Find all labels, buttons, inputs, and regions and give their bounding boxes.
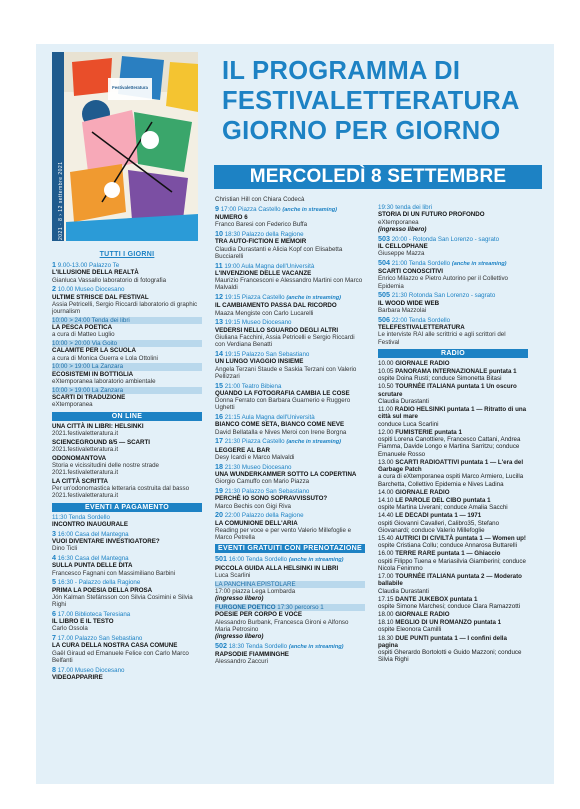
radio-time: 12.00 — [378, 428, 394, 436]
event-title: L'ILLUSIONE DELLA REALTÀ — [52, 269, 139, 277]
event-number: 503 — [378, 233, 390, 243]
event-header — [52, 610, 202, 618]
event-time-venue: 19:30 tenda dei libri — [378, 204, 433, 211]
event-time-venue: 9.00-13.00 Palazzo Te — [57, 262, 120, 269]
cover-brand: Festivaletteratura — [112, 85, 148, 90]
event-entry — [215, 382, 365, 412]
event-title: UN LUNGO VIAGGIO INSIEME — [215, 358, 304, 366]
radio-guests: a cura di eXtemporanea ospiti Marco Armiero, Lucilla Barchetta, Collettivo Epidemia e Nives Ladina — [378, 473, 524, 488]
event-number: 10 — [215, 228, 223, 238]
streaming-note: (anche in streaming) — [288, 557, 344, 564]
event-description: Dino Ticli — [52, 545, 78, 553]
radio-guests: ospite Simone Marchesi; conduce Clara Ramazzotti — [378, 602, 521, 610]
event-entry — [52, 610, 202, 633]
radio-title: DUE PUNTI puntata 1 — I confini della pagina — [378, 634, 507, 649]
event-title: CALAMITE PER LA SCUOLA — [52, 347, 136, 355]
event-title: STORIA DI UN FUTURO PROFONDO — [378, 211, 485, 219]
radio-time: 18.30 — [378, 634, 394, 642]
event-description: Donna Ferrato con Barbara Guarnerio e Ruggero Ughetti — [215, 397, 351, 412]
event-entry — [52, 634, 202, 664]
event-description: eXtemporanea laboratorio ambientale — [52, 378, 156, 386]
event-entry — [378, 204, 528, 233]
event-time-venue: 22:00 Tenda Sordello — [391, 316, 451, 324]
event-time-venue: 10:00 > 20:00 Via Goito — [52, 340, 118, 348]
event-description: Christian Hill con Chiara Codecà — [215, 196, 305, 203]
event-header — [215, 604, 365, 611]
event-header — [378, 204, 528, 211]
event-time-venue: 10:00 > 19:00 La Zanzara — [52, 386, 124, 394]
radio-guests: ospite Martina Liverani; conduce Amalia Sacchi — [378, 504, 508, 512]
event-entry — [52, 530, 202, 553]
event-title: SCIENCEGROUND 8/5 — SCARTI — [52, 438, 150, 446]
event-description: 17:00 piazza Lega Lombarda — [215, 588, 296, 596]
radio-entry — [378, 429, 528, 458]
event-description: Giuseppe Mazza — [378, 250, 425, 258]
radio-entry — [378, 573, 528, 595]
event-entry — [215, 350, 365, 380]
event-number: 20 — [215, 510, 223, 520]
section-heading: RADIO — [378, 349, 528, 358]
radio-entry — [378, 383, 528, 405]
event-description: Giorgio Camuffo con Mario Piazza — [215, 478, 310, 486]
event-title: BIANCO COME SETA, BIANCO COME NEVE — [215, 421, 345, 429]
event-title: IL CELLOPHANE — [378, 242, 428, 250]
event-title: SCARTI DI TRADUZIONE — [52, 394, 126, 401]
event-description: Le interviste RAI alle scrittrici e agli scrittori del Festival — [378, 331, 506, 346]
event-time-venue: 17.00 Biblioteca Teresiana — [57, 610, 131, 618]
event-entry — [52, 317, 202, 339]
cover-art-image — [52, 52, 198, 241]
radio-time: 14.40 — [378, 512, 394, 520]
radio-entry — [378, 596, 528, 611]
event-header — [52, 317, 202, 324]
event-entry — [215, 262, 365, 292]
event-header — [52, 578, 202, 586]
event-title: UNA CITTÀ IN LIBRI: HELSINKI — [52, 422, 144, 430]
event-number: 9 — [215, 203, 219, 213]
event-title: LEGGERE AL BAR — [215, 446, 271, 454]
event-number: 7 — [52, 633, 56, 643]
event-header — [52, 634, 202, 642]
event-time-venue: 22:00 Palazzo della Ragione — [224, 512, 304, 520]
event-header — [378, 235, 528, 243]
event-number: 501 — [215, 554, 227, 564]
radio-time: 16.00 — [378, 550, 394, 558]
event-number: 17 — [215, 436, 223, 446]
event-description: David Bellatalla e Nives Meroi con Irene Borgna — [215, 428, 347, 436]
event-title: TELEFESTIVALETTERATURA — [378, 324, 465, 332]
radio-title: PANORAMA INTERNAZIONALE puntata 1 — [395, 368, 517, 375]
radio-title: DANTE JUKEBOX puntata 1 — [395, 595, 478, 603]
event-entry — [378, 316, 528, 346]
streaming-note: (anche in streaming) — [451, 260, 507, 267]
event-time-venue: 10:00 > 19:00 La Zanzara — [52, 363, 124, 371]
event-entry — [215, 196, 365, 203]
event-entry — [215, 318, 365, 348]
event-description: Alessandro Burbank, Francesca Gironi e Alfonso Maria Petrosino — [215, 618, 349, 633]
event-description: Jón Kalman Stefánsson con Silvia Cosimini e Silvia Righi — [52, 593, 193, 609]
event-entry — [378, 235, 528, 258]
event-header — [215, 350, 365, 358]
radio-title: GIORNALE RADIO — [395, 611, 450, 619]
radio-guests: ospiti Lorena Canottiere, Francesco Cattani, Andrea Fiamma, Davide Longo e Martina Sarritzu; conduce Emanuele Rosso — [378, 436, 521, 458]
radio-guests: ospite Eleonora Camilli — [378, 626, 442, 634]
column-1 — [52, 247, 202, 683]
event-entry — [215, 230, 365, 260]
event-time-venue: 18:30 Palazzo della Ragione — [224, 230, 304, 238]
free-entry-note: (ingresso libero) — [215, 633, 264, 641]
event-header — [52, 340, 202, 347]
event-description: 2021.festivaletteratura.it — [52, 445, 119, 453]
radio-title: MEGLIO DI UN ROMANZO puntata 1 — [395, 619, 502, 627]
event-header — [215, 581, 365, 588]
section-heading: TUTTI I GIORNI — [99, 251, 155, 258]
event-header — [52, 530, 202, 538]
event-header — [215, 555, 365, 564]
event-description: Enrico Milazzo e Pietro Autorino per il Collettivo Epidemia — [378, 275, 508, 290]
event-title: ULTIME STRISCE DAL FESTIVAL — [52, 293, 149, 301]
event-time-venue: 16:00 Casa del Mantegna — [57, 530, 129, 538]
event-time-venue: 20:00 - Rotonda San Lorenzo - sagrato — [391, 235, 500, 243]
event-description: Storia e vicissitudini delle nostre strade 2021.festivaletteratura.it — [52, 461, 159, 477]
radio-entry — [378, 611, 528, 618]
streaming-note: (anche in streaming) — [286, 439, 342, 446]
event-entry — [52, 363, 202, 385]
event-description: Luca Scarlini — [215, 572, 251, 580]
radio-title: GIORNALE RADIO — [395, 359, 450, 367]
radio-guests: Claudia Durastanti — [378, 397, 429, 405]
event-title: RAPSODIE FIAMMINGHE — [215, 651, 289, 659]
event-title: VUOI DIVENTARE INVESTIGATORE? — [52, 538, 160, 546]
event-entry — [378, 259, 528, 290]
event-description: Alessandro Zaccuri — [215, 658, 268, 666]
radio-title: LE PAROLE DEL CIBO puntata 1 — [395, 496, 491, 504]
event-header — [215, 262, 365, 270]
event-description: Angela Terzani Staude e Saskia Terzani con Valerio Pellizzari — [215, 365, 357, 380]
radio-title: TERRE RARE puntata 1 — Ghiaccio — [395, 550, 501, 558]
event-title: VIDEOAPPARIRE — [52, 674, 103, 682]
radio-guests: Claudia Durastanti — [378, 587, 429, 595]
section-heading: EVENTI GRATUITI CON PRENOTAZIONE — [215, 544, 365, 553]
radio-time: 11.00 — [378, 406, 394, 414]
event-description: Assia Petricelli, Sergio Riccardi laboratorio di graphic journalism — [52, 300, 198, 316]
event-time-venue: 21:30 Museo Diocesano — [224, 463, 292, 471]
event-title: PICCOLA GUIDA ALLA HELSINKI IN LIBRI — [215, 564, 339, 572]
event-title: NUMERO 6 — [215, 213, 248, 221]
event-header — [52, 261, 202, 269]
event-description: Giuliana Facchini, Assia Petricelli e Sergio Riccardi con Verdiana Benatti — [215, 334, 355, 349]
event-time-venue: 21:30 Rotonda San Lorenzo - sagrato — [391, 292, 496, 300]
event-time-venue: 17:00 Piazza Castello — [220, 205, 281, 213]
radio-time: 10.05 — [378, 368, 394, 375]
event-entry — [52, 514, 202, 529]
event-header — [215, 293, 365, 302]
event-number: 12 — [215, 292, 223, 302]
event-number: 1 — [52, 260, 56, 269]
event-number: 16 — [215, 412, 223, 422]
event-title: INCONTRO INAUGURALE — [52, 521, 128, 529]
radio-entry — [378, 550, 528, 572]
event-number: 504 — [378, 257, 390, 267]
event-title: VEDERSI NELLO SGUARDO DEGLI ALTRI — [215, 326, 339, 334]
event-number: 13 — [215, 317, 223, 327]
event-entry — [52, 455, 202, 477]
radio-guests: ospite Cristiana Collu; conduce Annarosa Buttarelli — [378, 542, 517, 550]
event-header — [52, 387, 202, 394]
event-description: Gianluca Vassallo laboratorio di fotografia — [52, 276, 167, 284]
event-entry — [215, 293, 365, 317]
event-description: 2021.festivaletteratura.it — [52, 429, 119, 437]
radio-title: TOURNÉE ITALIANA puntata 1 Un oscuro scrutare — [378, 383, 517, 398]
event-number: 505 — [378, 290, 390, 300]
event-description: Desy Icardi e Marco Malvaldi — [215, 454, 295, 462]
radio-time: 14.00 — [378, 488, 394, 496]
event-title: PRIMA LA POESIA DELLA PROSA — [52, 586, 153, 594]
event-entry — [52, 387, 202, 409]
radio-entry — [378, 535, 528, 550]
event-title: IL WOOD WIDE WEB — [378, 299, 440, 307]
event-title: LA CITTÀ SCRITTA — [52, 477, 109, 485]
event-description: Per un'odonomastica letteraria costruita dal basso 2021.festivaletteratura.it — [52, 485, 190, 500]
event-entry — [52, 554, 202, 577]
event-time-venue: 21:15 Aula Magna dell'Università — [224, 414, 315, 422]
radio-title: FUMISTERIE puntata 1 — [395, 428, 462, 436]
event-number: 502 — [215, 640, 227, 650]
radio-title: LE DECADI puntata 1 — 1971 — [395, 512, 482, 520]
radio-title: TOURNÉE ITALIANA puntata 2 — Moderato ballabile — [378, 572, 522, 588]
streaming-note: (anche in streaming) — [286, 295, 342, 302]
event-title: LA PESCA POETICA — [52, 324, 113, 332]
event-time-venue: 19:15 Palazzo San Sebastiano — [224, 350, 310, 358]
column-3 — [378, 204, 528, 665]
event-time-venue: 21:00 Teatro Bibiena — [224, 382, 282, 390]
event-title: ODONOMANTOVA — [52, 454, 107, 462]
event-description: eXtemporanea — [378, 218, 419, 226]
radio-title: AUTRICI DI CIVILTÀ puntata 1 — Women up! — [395, 534, 526, 542]
radio-entry — [378, 619, 528, 634]
event-header — [52, 554, 202, 562]
radio-time: 17.00 — [378, 572, 394, 580]
event-time-venue: 16:30 Casa del Mantegna — [57, 555, 129, 562]
event-number: 8 — [52, 664, 56, 674]
event-header — [378, 291, 528, 299]
radio-entry — [378, 635, 528, 664]
radio-entry — [378, 459, 528, 488]
event-number: 6 — [52, 608, 56, 618]
event-header — [378, 259, 528, 268]
event-entry — [378, 291, 528, 314]
event-time-venue: 19:00 Aula Magna dell'Università — [224, 262, 315, 270]
event-description: Marco Bechis con Gigi Riva — [215, 502, 291, 510]
title-line-2: FESTIVALETTERATURA — [222, 87, 520, 115]
event-number: 18 — [215, 461, 223, 471]
radio-guests: ospiti Gherardo Bortolotti e Guido Mazzoni; conduce Silvia Righi — [378, 649, 522, 664]
cover-illustration — [52, 52, 198, 241]
event-header — [215, 382, 365, 390]
event-description: Barbara Mazzolai — [378, 307, 427, 315]
event-header — [215, 413, 365, 421]
event-entry — [52, 666, 202, 682]
radio-title: GIORNALE RADIO — [395, 488, 450, 496]
event-time-venue: 16:00 Tenda Sordello — [228, 556, 288, 564]
radio-entry — [378, 368, 528, 383]
event-title: SCARTI CONOSCITIVI — [378, 268, 443, 276]
event-entry — [52, 478, 202, 500]
event-time-venue: 10:00 > 24:00 Tenda dei libri — [52, 316, 130, 324]
event-header — [215, 463, 365, 471]
title-line-1: IL PROGRAMMA DI — [222, 57, 461, 85]
event-entry — [215, 463, 365, 486]
event-time-venue: 21:30 Piazza Castello — [224, 438, 285, 446]
event-entry — [215, 604, 365, 640]
radio-guests: ospite Doina Rusti; conduce Simonetta Bitasi — [378, 375, 502, 383]
radio-entry — [378, 497, 528, 512]
event-description: a cura di Matteo Luglio — [52, 331, 115, 339]
event-title: L'INVENZIONE DELLE VACANZE — [215, 269, 312, 277]
event-title: POESIE PER CORPO E VOCE — [215, 611, 302, 619]
event-time-venue: 21:30 Palazzo San Sebastiano — [224, 487, 310, 495]
radio-time: 14.10 — [378, 496, 394, 504]
section-heading: EVENTI A PAGAMENTO — [52, 503, 202, 512]
event-tag: FURGONE POETICO — [215, 604, 276, 612]
event-header — [378, 316, 528, 324]
event-title: UNA WUNDERKAMMER SOTTO LA COPERTINA — [215, 471, 357, 478]
event-title: IL CAMBIAMENTO PASSA DAL RICORDO — [215, 302, 337, 310]
event-number: 2 — [52, 284, 56, 294]
free-entry-note: (ingresso libero) — [378, 225, 427, 233]
event-number: 506 — [378, 314, 390, 324]
radio-entry — [378, 512, 528, 534]
event-description: Gaël Giraud ed Emanuele Felice con Carlo Marco Belfanti — [52, 649, 189, 665]
event-entry — [215, 511, 365, 541]
event-header — [215, 642, 365, 651]
event-description: a cura di Monica Guerra e Lola Ottolini — [52, 354, 158, 362]
event-entry — [52, 340, 202, 362]
event-description: Franco Baresi con Federico Buffa — [215, 221, 308, 229]
page-title — [222, 56, 542, 146]
event-entry — [52, 578, 202, 608]
radio-time: 18.10 — [378, 619, 394, 627]
radio-guests: ospiti Filippo Tuena e Mariasilvia Giamberini; conduce Nicola Fenimmo — [378, 557, 526, 572]
date-band: MERCOLEDÌ 8 SETTEMBRE — [214, 165, 542, 189]
event-time-venue: 21:00 Tenda Sordello — [391, 259, 451, 267]
event-time-venue: 19:15 Piazza Castello — [224, 294, 285, 302]
event-time-venue: 17:30 percorso 1 — [277, 604, 324, 612]
event-title: IL LIBRO E IL TESTO — [52, 618, 114, 626]
event-header — [215, 318, 365, 326]
radio-time: 10.50 — [378, 383, 394, 391]
event-entry — [215, 205, 365, 229]
event-header — [52, 514, 202, 521]
event-entry — [215, 642, 365, 666]
radio-title: RADIO HELSINKI puntata 1 — Ritratto di una città sul mare — [378, 406, 527, 421]
radio-entry — [378, 360, 528, 367]
streaming-note: (anche in streaming) — [288, 643, 344, 650]
title-line-3: GIORNO PER GIORNO — [222, 117, 501, 145]
event-header — [215, 437, 365, 446]
event-entry — [215, 555, 365, 579]
event-entry — [52, 261, 202, 284]
event-description: Maaza Mengiste con Carlo Lucarelli — [215, 309, 314, 317]
radio-time: 15.40 — [378, 534, 394, 542]
radio-time: 18.00 — [378, 611, 394, 619]
event-number: 11 — [215, 260, 223, 270]
event-title: QUANDO LA FOTOGRAFIA CAMBIA LE COSE — [215, 389, 350, 397]
radio-entry — [378, 406, 528, 428]
event-header — [52, 363, 202, 370]
event-title: LA COMUNIONE DELL'ARIA — [215, 519, 298, 527]
event-time-venue: 16:30 - Palazzo della Ragione — [57, 579, 141, 587]
event-entry — [52, 423, 202, 438]
event-number: 4 — [52, 553, 56, 562]
event-number: 5 — [52, 577, 56, 587]
event-description: Claudia Durastanti e Alicia Kopf con Elisabetta Bucciarelli — [215, 245, 343, 260]
event-number: 3 — [52, 528, 56, 538]
event-time-venue: 10.00 Museo Diocesano — [57, 286, 125, 294]
event-time-venue: 18:30 Tenda Sordello — [228, 642, 288, 650]
event-entry — [215, 437, 365, 461]
event-title: PERCHÈ IO SONO SOPRAVVISSUTO? — [215, 495, 328, 503]
column-2 — [215, 196, 365, 667]
event-header — [215, 205, 365, 214]
event-entry — [52, 285, 202, 315]
event-title: LA CURA DELLA NOSTRA CASA COMUNE — [52, 642, 178, 650]
event-header — [215, 511, 365, 519]
event-description: Carlo Ossola — [52, 625, 88, 633]
event-title: SULLA PUNTA DELLE DITA — [52, 562, 133, 570]
radio-time: 17.15 — [378, 595, 394, 603]
event-header — [215, 230, 365, 238]
event-entry — [215, 413, 365, 436]
event-description: Francesco Fagnani con Massimiliano Barbini — [52, 569, 176, 577]
event-time-venue: 19:15 Museo Diocesano — [224, 319, 292, 327]
event-title: TRA AUTO-FICTION E MEMOIR — [215, 238, 307, 246]
streaming-note: (anche in streaming) — [282, 206, 338, 213]
event-description: Maurizio Francesconi e Alessandro Martini con Marco Malvaldi — [215, 277, 363, 292]
radio-time: 13.00 — [378, 458, 394, 466]
event-entry — [215, 581, 365, 603]
event-entry — [215, 487, 365, 510]
event-number: 14 — [215, 348, 223, 358]
event-number: 15 — [215, 380, 223, 390]
radio-time: 10.00 — [378, 359, 394, 367]
event-entry — [52, 439, 202, 454]
cover-band-text: 2021 · 8 › 12 settembre 2021 — [58, 161, 64, 240]
radio-guests: ospiti Giovanni Cavalleri, Calibro35, Stefano Giovanardi; conduce Valerio Millefoglie — [378, 519, 500, 534]
event-time-venue: LA PANCHINA EPISTOLARE — [215, 580, 296, 588]
event-time-venue: 17.00 Palazzo San Sebastiano — [57, 635, 143, 643]
event-time-venue: 11:30 Tenda Sordello — [52, 513, 110, 521]
event-description: eXtemporanea — [52, 401, 93, 409]
event-number: 19 — [215, 485, 223, 495]
event-time-venue: 17.00 Museo Diocesano — [57, 666, 125, 674]
radio-entry — [378, 489, 528, 496]
radio-title: SCARTI RADIOATTIVI puntata 1 — L'era del Garbage Patch — [378, 458, 524, 474]
radio-guests: conduce Luca Scarlini — [378, 420, 439, 428]
event-header — [52, 285, 202, 293]
section-heading: ON LINE — [52, 412, 202, 421]
event-title: ECOSISTEMI IN BOTTIGLIA — [52, 370, 134, 378]
event-description: Reading per voce e per vento Valerio Millefoglie e Marco Petrella — [215, 526, 352, 542]
free-entry-note: (ingresso libero) — [215, 595, 264, 603]
event-header — [52, 666, 202, 674]
